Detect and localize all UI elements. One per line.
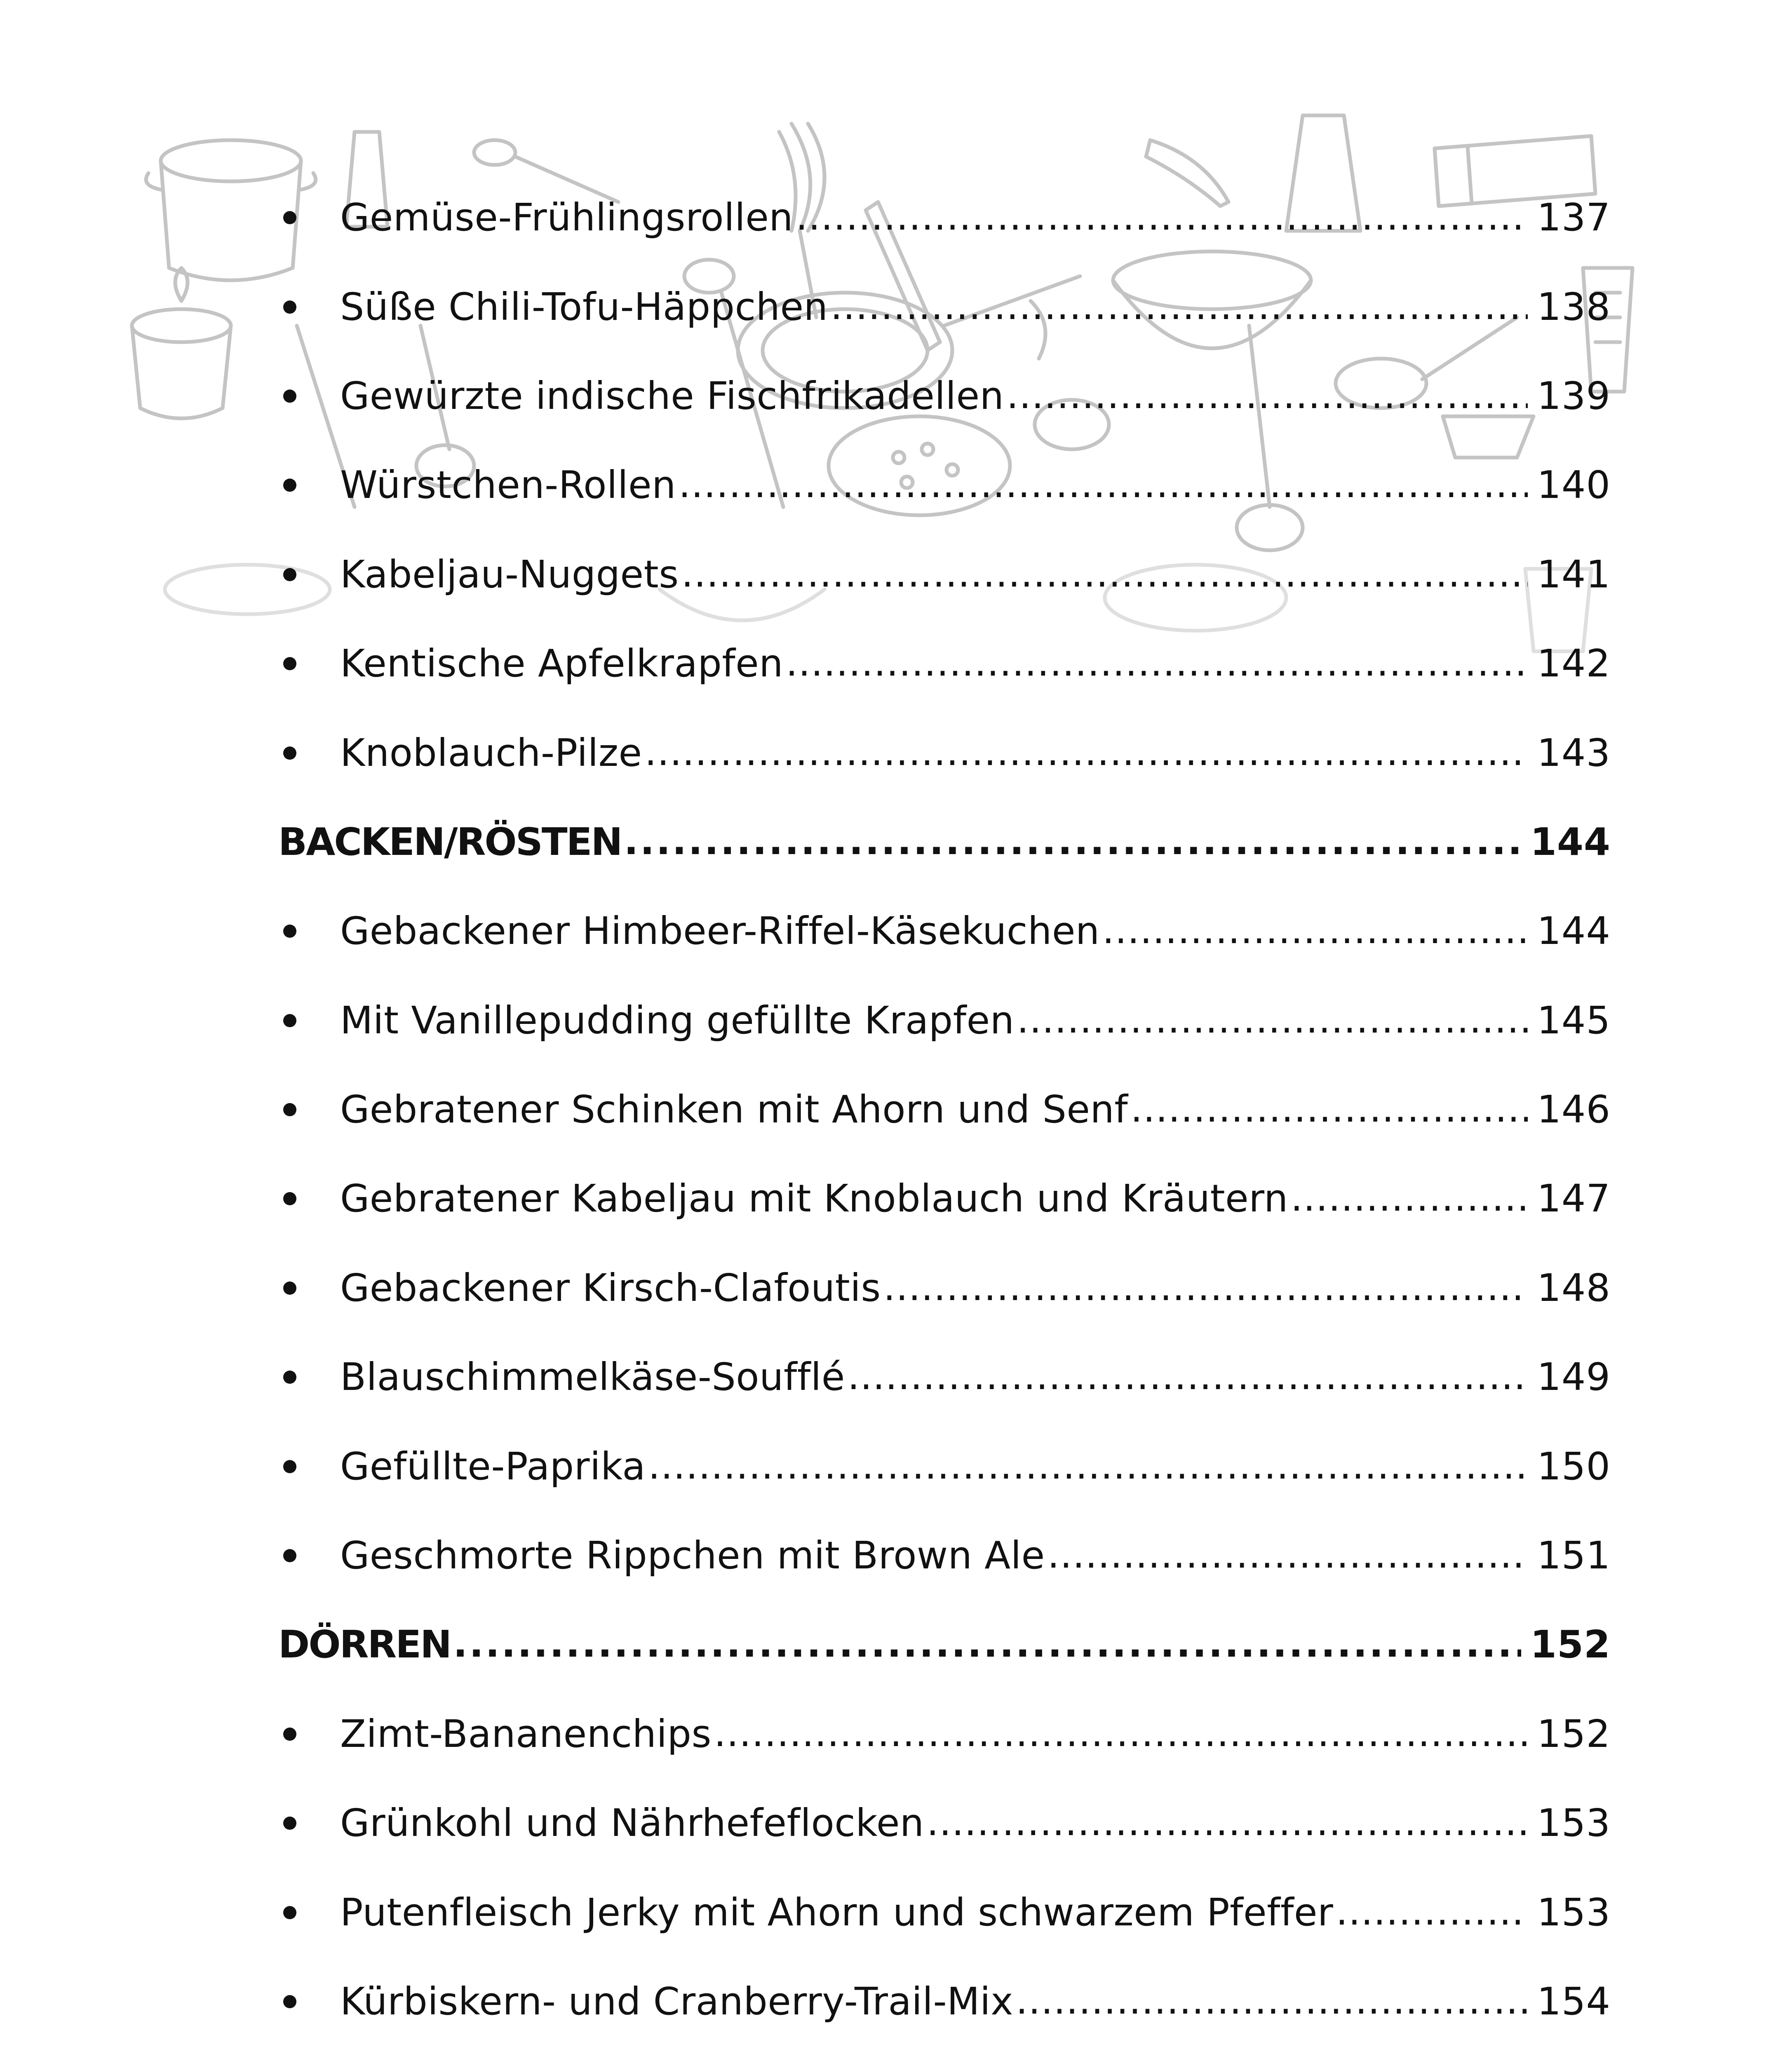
toc-title: Knoblauch-Pilze xyxy=(340,730,642,775)
toc-title: Kürbiskern- und Cranberry-Trail-Mix xyxy=(340,1979,1014,2023)
toc-page-number: 149 xyxy=(1537,1355,1611,1399)
toc-title: Putenfleisch Jerky mit Ahorn und schwarzem Pfeffer xyxy=(340,1890,1334,1934)
dot-leader xyxy=(624,823,1521,861)
bullet-icon xyxy=(278,708,340,797)
toc-page-number: 145 xyxy=(1537,998,1611,1042)
toc-page-number: 152 xyxy=(1537,1711,1611,1756)
bullet-icon xyxy=(278,441,340,530)
toc-title: Gewürzte indische Fischfrikadellen xyxy=(340,373,1004,418)
toc-page-number: 154 xyxy=(1537,1979,1611,2023)
toc-title: Gebratener Schinken mit Ahorn und Senf xyxy=(340,1087,1128,1132)
dot-leader xyxy=(1130,1091,1528,1129)
bullet-icon xyxy=(278,887,340,976)
toc-page-number: 146 xyxy=(1537,1087,1611,1132)
toc-page-number: 153 xyxy=(1537,1801,1611,1845)
dot-leader xyxy=(1017,1002,1528,1040)
toc-title: Blauschimmelkäse-Soufflé xyxy=(340,1355,845,1399)
toc-title: Mit Vanillepudding gefüllte Krapfen xyxy=(340,998,1015,1042)
dot-leader xyxy=(1102,912,1528,950)
toc-entry[interactable] xyxy=(278,1244,1611,1333)
toc-title: Zimt-Bananenchips xyxy=(340,1711,712,1756)
dot-leader xyxy=(681,556,1528,594)
toc-section-heading[interactable] xyxy=(278,798,1611,887)
toc-title: Kabeljau-Nuggets xyxy=(340,552,679,596)
toc-title: BACKEN/RÖSTEN xyxy=(278,819,622,864)
dot-leader xyxy=(1016,1983,1528,2021)
saucepan-icon xyxy=(132,268,231,418)
toc-entry[interactable] xyxy=(278,1957,1611,2046)
dot-leader xyxy=(927,1804,1528,1842)
bullet-icon xyxy=(278,1244,340,1333)
bullet-icon xyxy=(278,352,340,441)
toc-entry[interactable] xyxy=(278,1690,1611,1779)
dot-leader xyxy=(883,1269,1528,1307)
dot-leader xyxy=(648,1448,1528,1486)
toc-title: Geschmorte Rippchen mit Brown Ale xyxy=(340,1533,1045,1578)
toc-entry[interactable] xyxy=(278,708,1611,797)
bullet-icon xyxy=(278,173,340,262)
dot-leader xyxy=(848,1358,1528,1396)
toc-entry[interactable] xyxy=(278,619,1611,708)
toc-entry[interactable] xyxy=(278,441,1611,530)
bullet-icon xyxy=(278,1779,340,1868)
toc-page-number: 150 xyxy=(1537,1444,1611,1488)
bullet-icon xyxy=(278,1690,340,1779)
toc-entry[interactable] xyxy=(278,1422,1611,1511)
toc-entry[interactable] xyxy=(278,530,1611,619)
toc-entry[interactable] xyxy=(278,1065,1611,1154)
bullet-icon xyxy=(278,619,340,708)
toc-title: Gebratener Kabeljau mit Knoblauch und Kräutern xyxy=(340,1176,1288,1221)
dot-leader xyxy=(453,1626,1521,1664)
dot-leader xyxy=(1291,1180,1528,1218)
toc-title: Süße Chili-Tofu-Häppchen xyxy=(340,284,828,329)
toc-page-number: 152 xyxy=(1530,1622,1611,1667)
bullet-icon xyxy=(278,1422,340,1511)
dot-leader xyxy=(679,466,1528,504)
toc-entry[interactable] xyxy=(278,262,1611,351)
toc-title: Kentische Apfelkrapfen xyxy=(340,641,784,686)
toc-entry[interactable] xyxy=(278,976,1611,1065)
toc-page-number: 153 xyxy=(1537,1890,1611,1934)
table-of-contents xyxy=(278,173,1611,2061)
toc-page-number: 148 xyxy=(1537,1265,1611,1310)
toc-entry[interactable] xyxy=(278,1154,1611,1243)
bullet-icon xyxy=(278,1868,340,1957)
dot-leader xyxy=(1006,377,1528,415)
toc-page-number: 138 xyxy=(1537,284,1611,329)
toc-page-number: 139 xyxy=(1537,373,1611,418)
bullet-icon xyxy=(278,1065,340,1154)
toc-title: Grünkohl und Nährhefeflocken xyxy=(340,1801,924,1845)
dot-leader xyxy=(645,734,1528,772)
toc-page-number: 144 xyxy=(1537,909,1611,953)
toc-page-number: 141 xyxy=(1537,552,1611,596)
toc-title: Gebackener Himbeer-Riffel-Käsekuchen xyxy=(340,909,1100,953)
dot-leader xyxy=(714,1715,1528,1753)
toc-entry[interactable] xyxy=(278,887,1611,976)
toc-entry[interactable] xyxy=(278,1333,1611,1422)
toc-page-number: 144 xyxy=(1530,819,1611,864)
bullet-icon xyxy=(278,1333,340,1422)
toc-entry[interactable] xyxy=(278,173,1611,262)
dot-leader xyxy=(796,199,1528,237)
dot-leader xyxy=(830,288,1528,326)
toc-page-number: 142 xyxy=(1537,641,1611,686)
toc-entry[interactable] xyxy=(278,352,1611,441)
bullet-icon xyxy=(278,1154,340,1243)
toc-title: Würstchen-Rollen xyxy=(340,463,676,507)
dot-leader xyxy=(1336,1894,1528,1932)
toc-title: Gemüse-Frühlingsrollen xyxy=(340,195,794,240)
toc-page-number: 143 xyxy=(1537,730,1611,775)
bullet-icon xyxy=(278,530,340,619)
bullet-icon xyxy=(278,2046,340,2061)
dot-leader xyxy=(786,645,1528,683)
toc-page-number: 151 xyxy=(1537,1533,1611,1578)
bullet-icon xyxy=(278,1511,340,1600)
bullet-icon xyxy=(278,262,340,351)
toc-title: DÖRREN xyxy=(278,1622,451,1667)
toc-entry[interactable] xyxy=(278,1511,1611,1600)
toc-page-number: 147 xyxy=(1537,1176,1611,1221)
toc-title: Gefüllte-Paprika xyxy=(340,1444,646,1488)
toc-section-heading[interactable] xyxy=(278,1600,1611,1689)
toc-entry[interactable] xyxy=(278,1779,1611,1868)
toc-title: Gebackener Kirsch-Clafoutis xyxy=(340,1265,881,1310)
bullet-icon xyxy=(278,1957,340,2046)
toc-page-number: 137 xyxy=(1537,195,1611,240)
toc-entry[interactable] xyxy=(278,1868,1611,1957)
dot-leader xyxy=(1047,1537,1528,1575)
toc-entry[interactable] xyxy=(278,2046,1611,2061)
bullet-icon xyxy=(278,976,340,1065)
toc-page-number: 140 xyxy=(1537,463,1611,507)
